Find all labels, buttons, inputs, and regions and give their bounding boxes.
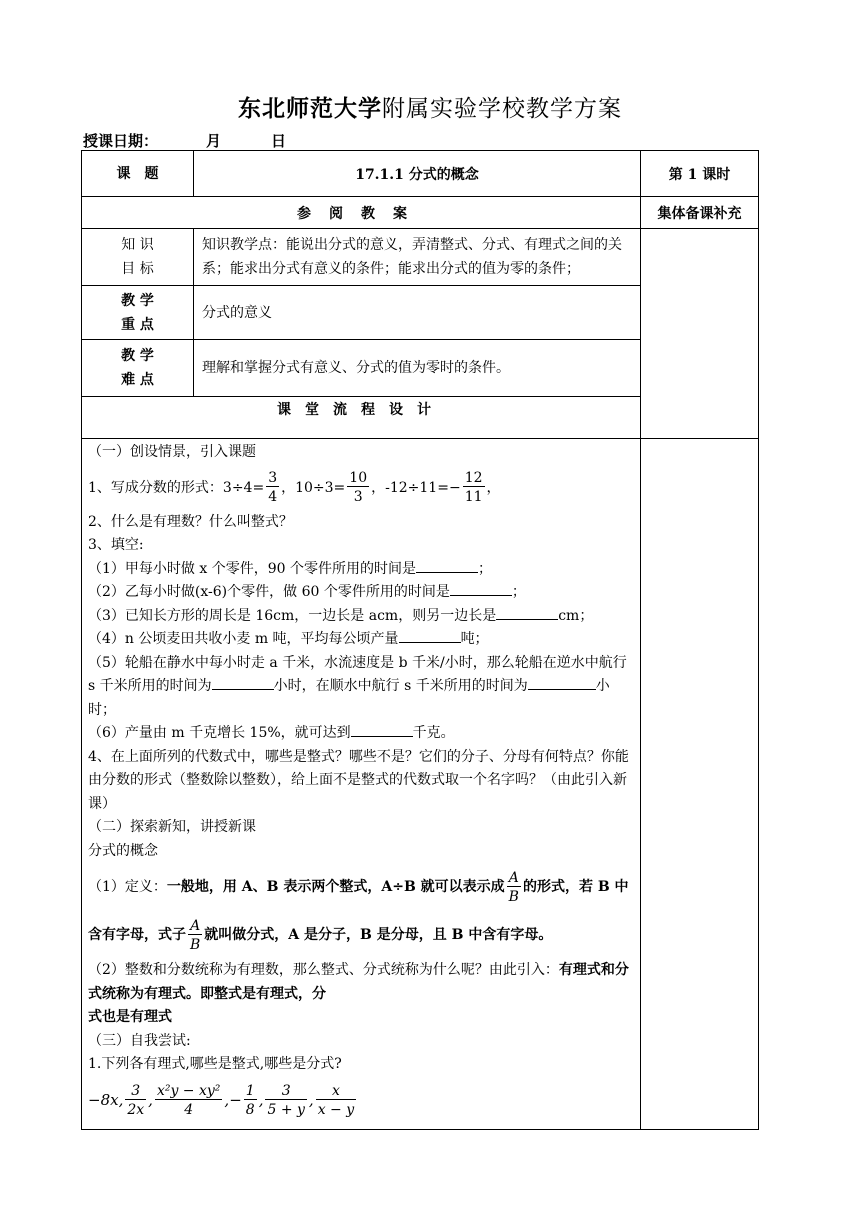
definition: （1）定义：一般地，用 A、B 表示两个整式，A÷B 就可以表示成 $\frac{A}{B}$ 的形式，若 B 中含有字母，式子 $\frac{A}{B}$ 就叫做分式，A 是分子，B 是分母，且 B 中含有字母。 <box>88 869 629 953</box>
knowledge-goal-label: 知 识 目 标 <box>82 229 194 286</box>
difficulty-label: 教 学 难 点 <box>82 340 194 397</box>
fraction-12-11: $\frac{12}{11}$ <box>464 470 483 505</box>
lesson-body <box>82 439 641 1130</box>
fill-4: （4）n 公顷麦田共收小麦 m 吨，平均每公顷产量 吨； <box>88 628 636 652</box>
question-4: 4、在上面所列的代数式中，哪些是整式？哪些不是？它们的分子、分母有何特点？你能由分数的形式（整数除以整数），给上面不是整式的代数式取一个名字吗？（由此引入新课） <box>88 748 629 812</box>
fill-2: （2）乙每小时做(x-6)个零件，做 60 个零件所用的时间是 ； <box>88 581 636 605</box>
flow-design-header: 课堂流程设计 <box>82 397 641 439</box>
page-title <box>0 90 860 123</box>
date-line <box>83 130 286 151</box>
question-2: 2、什么是有理数？什么叫整式？ <box>88 513 293 530</box>
reference-plan-header: 参阅教案 <box>82 197 641 229</box>
fill-5: （5）轮船在静水中每小时走 a 千米，水流速度是 b 千米/小时，那么轮船在逆水中航行 s 千米所用的时间为 小时，在顺水中航行 s 千米所用的时间为 小时； <box>88 654 627 718</box>
title-school: 东北师范大学 <box>238 95 382 122</box>
fill-6: （6）产量由 m 千克增长 15%，就可达到 千克。 <box>88 722 636 746</box>
supplement-cell-bottom <box>641 439 759 1130</box>
title-rest: 附属实验学校教学方案 <box>382 96 622 122</box>
supplement-header: 集体备课补充 <box>641 197 759 229</box>
lesson-title: 17.1.1 分式的概念 <box>194 151 641 197</box>
lesson-plan-table <box>81 150 759 1130</box>
fraction-a-b-2: $\frac{A}{B}$ <box>190 917 201 953</box>
key-point-content: 分式的意义 <box>194 286 641 340</box>
topic-label: 课 题 <box>82 151 194 197</box>
fill-1: （1）甲每小时做 x 个零件，90 个零件所用的时间是 ； <box>88 558 636 582</box>
lesson-number: 第 1 课时 <box>641 151 759 197</box>
task-1: 1.下列各有理式,哪些是整式,哪些是分式? <box>88 1056 342 1072</box>
supplement-cell-top <box>641 229 759 439</box>
fill-3: （3）已知长方形的周长是 16cm，一边长是 acm，则另一边长是 cm； <box>88 605 636 629</box>
difficulty-content: 理解和掌握分式有意义、分式的值为零时的条件。 <box>194 340 641 397</box>
section-3: （三）自我尝试: <box>88 1032 191 1049</box>
fraction-a-b: $\frac{A}{B}$ <box>508 869 519 905</box>
concept-heading: 分式的概念 <box>88 842 158 859</box>
expression-list: −8x, $\frac{3}{2x}$ , $\frac{\text{x²y − xy²}}{4}$ ,− $\frac{1}{8}$ , $\frac{3}{5 + y}$ , $\frac{x}{x - y}$ <box>88 1083 355 1118</box>
question-1: 1、写成分数的形式：3÷4= $\frac{3}{4}$ ，10÷3= $\frac{10}{3}$ ，-12÷11=− $\frac{12}{11}$ ， <box>88 470 501 505</box>
knowledge-goal-content: 知识教学点：能说出分式的意义，弄清整式、分式、有理式之间的关系；能求出分式有意义的条件；能求出分式的值为零的条件； <box>194 229 641 286</box>
section-1: （一）创设情景，引入课题 <box>88 444 256 460</box>
key-point-label: 教 学 重 点 <box>82 286 194 340</box>
fraction-10-3: $\frac{10}{3}$ <box>349 470 368 505</box>
month-label: 月 <box>206 132 222 150</box>
day-label: 日 <box>271 132 287 150</box>
date-label: 授课日期： <box>83 132 159 150</box>
rational-expression-paragraph: （2）整数和分数统称为有理数，那么整式、分式统称为什么呢？由此引入：有理式和分式统称为有理式。即整式是有理式，分 <box>88 962 629 1002</box>
section-2: （二）探索新知，讲授新课 <box>88 819 256 835</box>
rational-expression-end: 式也是有理式 <box>88 1009 172 1025</box>
question-3: 3、填空: <box>88 537 144 553</box>
fraction-3-4: $\frac{3}{4}$ <box>268 470 278 505</box>
